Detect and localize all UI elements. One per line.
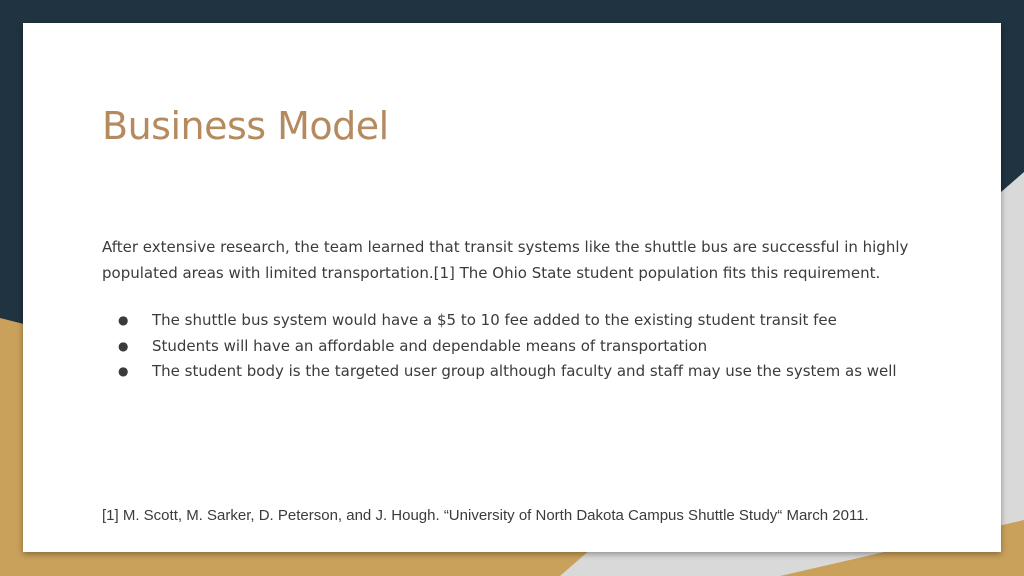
- bullet-icon: ●: [118, 313, 129, 327]
- list-item: [102, 334, 962, 360]
- list-item: [102, 308, 962, 334]
- bullet-list: [102, 308, 962, 385]
- bullet-icon: ●: [118, 338, 129, 353]
- bullet-text: Students will have an affordable and dependable means of transportation: [152, 336, 708, 355]
- bullet-icon: ●: [118, 364, 129, 378]
- slide-title: Business Model: [102, 104, 389, 148]
- list-item: [102, 359, 962, 385]
- bullet-text: The shuttle bus system would have a $5 to 10 fee added to the existing student transit fee: [152, 311, 837, 329]
- citation-footnote: [1] M. Scott, M. Sarker, D. Peterson, and J. Hough. “University of North Dakota Campus Shuttle Study“ March 2011.: [102, 507, 869, 524]
- bullet-text: The student body is the targeted user group although faculty and staff may use the system as well: [152, 362, 897, 380]
- intro-paragraph: After extensive research, the team learned that transit systems like the shuttle bus are successful in highly populated areas with limited transportation.[1] The Ohio State student population fits this requirement.: [102, 238, 909, 282]
- slide-card: [23, 23, 1001, 552]
